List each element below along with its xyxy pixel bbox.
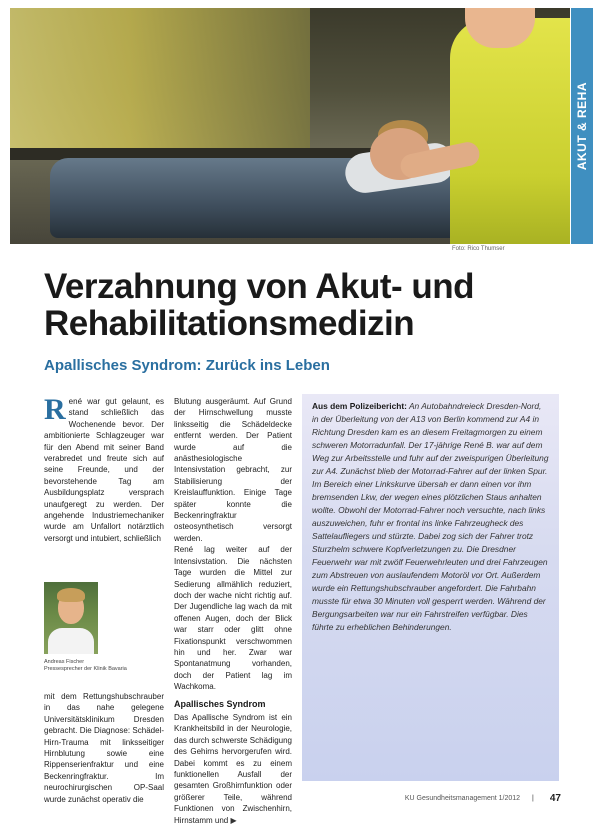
footer-separator: | (532, 795, 534, 802)
caption-name: Andreas Fischer (44, 659, 85, 665)
photo-credit: Foto: Rico Thumser (452, 246, 505, 252)
column-2 (174, 396, 292, 826)
column-1 (44, 393, 164, 544)
page-number: 47 (549, 793, 561, 804)
police-report-box (302, 394, 559, 781)
caption-credit: Pressesprecher der Klinik Bavaria (44, 666, 127, 672)
body-text: René lag weiter auf der Intensivstation. Die nächsten Tage wurden die Mittel zur Sedierung allmählich reduziert, doch der wache nicht richtig auf. Der Jugendliche lag wach da mit offenen Augen, doch der Blick war starr oder glitt ohne Fixationspunkt verschwommen hin und her. Zwar war Spontanatmung vorhanden, doch der Patient lag im Wachkoma. (174, 545, 292, 692)
portrait-shirt (48, 628, 94, 654)
article-title (44, 268, 474, 342)
portrait-photo (44, 582, 98, 654)
drop-cap: R (44, 393, 66, 426)
section-subhead: Apallisches Syndrom (174, 698, 266, 709)
police-report-text (312, 400, 549, 634)
portrait-hair (57, 588, 85, 602)
section-tab (571, 8, 593, 244)
article-subtitle: Apallisches Syndrom: Zurück ins Leben (44, 357, 330, 374)
body-text (174, 712, 292, 826)
title-line-1: Verzahnung von Akut- und (44, 267, 475, 306)
portrait-caption (44, 659, 164, 673)
page-footer (405, 793, 561, 804)
continue-arrow-icon: ▶ (230, 815, 237, 825)
police-report-body: An Autobahndreieck Dresden-Nord, in der Überleitung von der A13 von Berlin kommend zur A4 in Richtung Dresden kam es an diesem Freitagmorgen zu einem schweren Motorradunfall. Der 17-jährige René B. war auf dem Weg zur Arbeitsstelle und fuhr auf der zweispurigen Überleitung zur A4. Zunächst blieb der Motorrad-Fahrer auf der linken Spur. Im Bereich einer Linkskurve übersah er dann einen vor ihm bremsenden Lkw, der wegen eines plötzlichen Staus anhalten wollte. Obwohl der Motorrad-Fahrer noch versuchte, nach links auszuweichen, fuhr er frontal ins linke Fahrzeugheck des Sattelaufliegers und stürzte. Dabei zog sich der Fahrer trotz Sturzhelm schwere Kopfverletzungen zu. Die Dresdner Feuerwehr war mit zwölf Feuerwehrleuten und drei Fahrzeugen zum Abstreuen von auslaufendem Motoröl vor Ort. Außerdem wurde ein Rettungshubschrauber angefordert. Die Fahrbahn musste für etwa 30 Minuten voll gesperrt werden. Während der Bergungsarbeiten war nur ein Fahrstreifen verfügbar. Dies führte zu erheblichen Behinderungen. (312, 401, 549, 632)
paramedic-figure (450, 18, 570, 244)
body-text-content: Das Apallische Syndrom ist ein Krankheitsbild in der Neurologie, das durch schwerste Schädigung des Gehirns hervorgerufen wird. Dabei kommt es zu einem funktionellen Ausfall der gesamten Großhirnfunktion oder größerer Teile, während Funktionen von Zwischenhirn, Hirnstamm und (174, 712, 292, 825)
column-1-continued (44, 691, 164, 805)
intro-text: ené war gut gelaunt, es stand schließlich das Wochenende bevor. Der ambitionierte Schlagzeuger war für den Abend mit seiner Band verabredet und freute sich auf seine Freunde, und der bevorstehende Tag am Ausbildungsplatz versprach unaufgeregt zu werden. Der angehende Industriemechaniker wurde am Unfallort notärztlich versorgt und intubiert, schließlich (44, 397, 164, 543)
body-text: Blutung ausgeräumt. Auf Grund der Hirnschwellung musste linksseitig die Schädeldecke entfernt werden. Der Patient wurde auf die anästhesiologische Intensivstation gebracht, zur Stabilisierung der Kreislauffunktion. Einige Tage später konnte die Beckenringfraktur osteosynthetisch versorgt werden. (174, 397, 292, 543)
footer-publication: KU Gesundheitsmanagement 1/2012 (404, 795, 521, 802)
police-report-title: Aus dem Polizeibericht: (312, 401, 407, 411)
body-text: mit dem Rettungshubschrauber in das nahe gelegene Universitätsklinikum Dresden gebracht. Die Diagnose: Schädel-Hirn-Trauma mit linksseitiger Hirnblutung sowie eine Rippenserienfraktur und eine Beckenringfraktur. Im neurochirurgischen OP-Saal wurde zunächst operativ die (44, 692, 164, 804)
section-tab-label: AKUT & REHA (575, 81, 589, 171)
title-line-2: Rehabilitationsmedizin (44, 304, 415, 343)
header-photo (10, 8, 570, 244)
ambulance-wall (10, 8, 310, 158)
intro-paragraph (44, 393, 164, 544)
